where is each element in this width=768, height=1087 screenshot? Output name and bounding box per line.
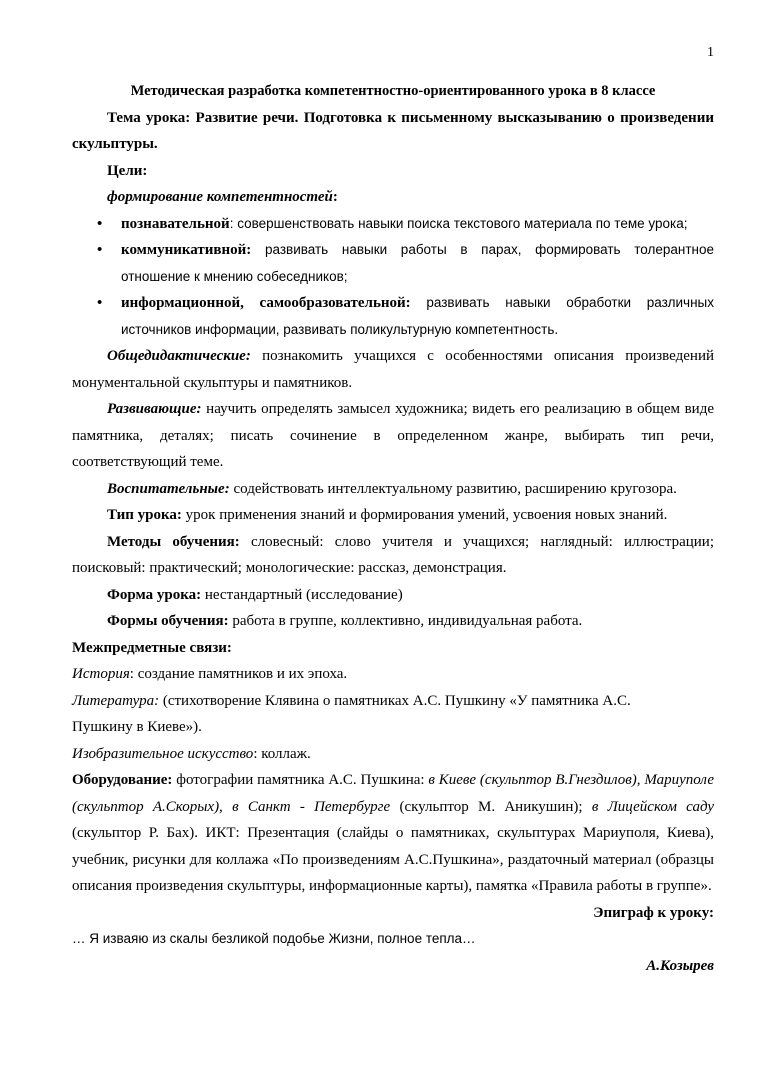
equipment-text-3: (скульптор Р. Бах). ИКТ: Презентация (слайды о памятниках, скульптурах Мариуполя, Киева), учебник, рисунки для коллажа «По произведениям А.С.Пушкина», раздаточный материал (образцы описания произведения скульптуры, информационные карты), памятка «Правила работы в группе». <box>72 825 714 894</box>
equipment-italic-1: в Киеве (скульптор В.Гнездилов), Мариуполе (скульптор А.Скорых), в Санкт - Петербурге <box>72 772 714 815</box>
bullet-label: коммуникативной: <box>121 242 252 258</box>
bullet-text: развивать навыки работы в парах, формировать толерантное отношение к мнению собеседников; <box>121 242 714 284</box>
document-body <box>72 78 714 979</box>
goals-heading <box>72 158 714 185</box>
lesson-type-text: урок применения знаний и формирования умений, усвоения новых знаний. <box>181 507 668 523</box>
links-heading <box>72 635 714 662</box>
developing-goals-paragraph <box>72 396 714 476</box>
art-line <box>72 741 714 768</box>
list-item <box>121 237 714 290</box>
methods-text: словесный: слово учителя и учащихся; наглядный: иллюстрации; поисковый: практический; монологические: рассказ, демонстрация. <box>72 533 714 576</box>
list-item <box>121 290 714 343</box>
competencies-list <box>72 211 714 344</box>
literature-line <box>72 688 714 741</box>
general-goals-label: Общедидактические: <box>107 348 251 364</box>
lesson-type-label: Тип урока: <box>107 507 182 523</box>
topic-paragraph <box>72 105 714 158</box>
art-label: Изобразительное искусство <box>72 745 254 762</box>
links-label: Межпредметные связи: <box>72 639 232 656</box>
epigraph-author-line <box>72 953 714 980</box>
equipment-italic-2: в Лицейском саду <box>591 798 714 815</box>
lesson-form-label: Форма урока: <box>107 586 202 603</box>
equipment-label: Оборудование: <box>72 772 173 788</box>
equipment-text-1: фотографии памятника А.С. Пушкина: <box>172 772 429 788</box>
art-text: : коллаж. <box>253 745 311 762</box>
bullet-label: познавательной <box>121 215 230 232</box>
educational-goals-text: содействовать интеллектуальному развитию, расширению кругозора. <box>229 480 677 497</box>
competencies-label: формирование компетентностей <box>107 189 333 205</box>
forms-label: Формы обучения: <box>107 613 229 629</box>
list-item <box>121 211 714 238</box>
bullet-label: информационной, самообразовательной: <box>121 295 411 311</box>
literature-text-cont: Пушкину в Киеве»). <box>72 719 202 735</box>
history-line <box>72 661 714 688</box>
bullet-text: : совершенствовать навыки поиска текстового материала по теме урока; <box>229 215 688 231</box>
general-goals-text: познакомить учащихся с особенностями описания произведений монументальной скульптуры и памятников. <box>72 348 714 391</box>
developing-goals-label: Развивающие: <box>107 401 202 417</box>
epigraph-author: А.Козырев <box>646 957 714 974</box>
educational-goals-paragraph <box>72 476 714 503</box>
general-goals-paragraph <box>72 343 714 396</box>
forms-paragraph <box>72 608 714 635</box>
epigraph-text: … Я изваяю из скалы безликой подобье Жизни, полное тепла… <box>72 931 476 946</box>
lesson-form-paragraph <box>72 582 714 609</box>
topic-label: Тема урока: <box>107 109 191 126</box>
equipment-paragraph <box>72 767 714 900</box>
page-number: 1 <box>707 45 714 60</box>
educational-goals-label: Воспитательные: <box>107 480 230 497</box>
methods-label: Методы обучения: <box>107 533 240 550</box>
history-label: История <box>72 666 130 682</box>
lesson-type-paragraph <box>72 502 714 529</box>
goals-label: Цели: <box>107 162 148 179</box>
topic-text: Развитие речи. Подготовка к письменному высказыванию о произведении скульптуры. <box>72 109 714 152</box>
equipment-text-2: (скульптор М. Аникушин); <box>390 798 592 815</box>
bullet-text: развивать навыки обработки различных источников информации, развивать поликультурную компетентность. <box>121 295 714 337</box>
literature-label: Литература: <box>72 692 160 709</box>
methods-paragraph <box>72 529 714 582</box>
competencies-colon: : <box>332 189 338 205</box>
lesson-form-text: нестандартный (исследование) <box>201 586 403 603</box>
literature-text: (стихотворение Клявина о памятниках А.С. Пушкину «У памятника А.С. <box>159 692 631 709</box>
document-title: Методическая разработка компетентностно-ориентированного урока в 8 классе <box>130 83 656 99</box>
developing-goals-text: научить определять замысел художника; видеть его реализацию в общем виде памятника, деталях; писать сочинение в определенном жанре, выбирать тип речи, соответствующий теме. <box>72 401 714 470</box>
forms-text: работа в группе, коллективно, индивидуальная работа. <box>228 613 583 629</box>
competencies-heading <box>72 184 714 211</box>
epigraph-label: Эпиграф к уроку: <box>593 904 714 921</box>
history-text: : создание памятников и их эпоха. <box>129 666 348 682</box>
epigraph-heading <box>72 900 714 927</box>
